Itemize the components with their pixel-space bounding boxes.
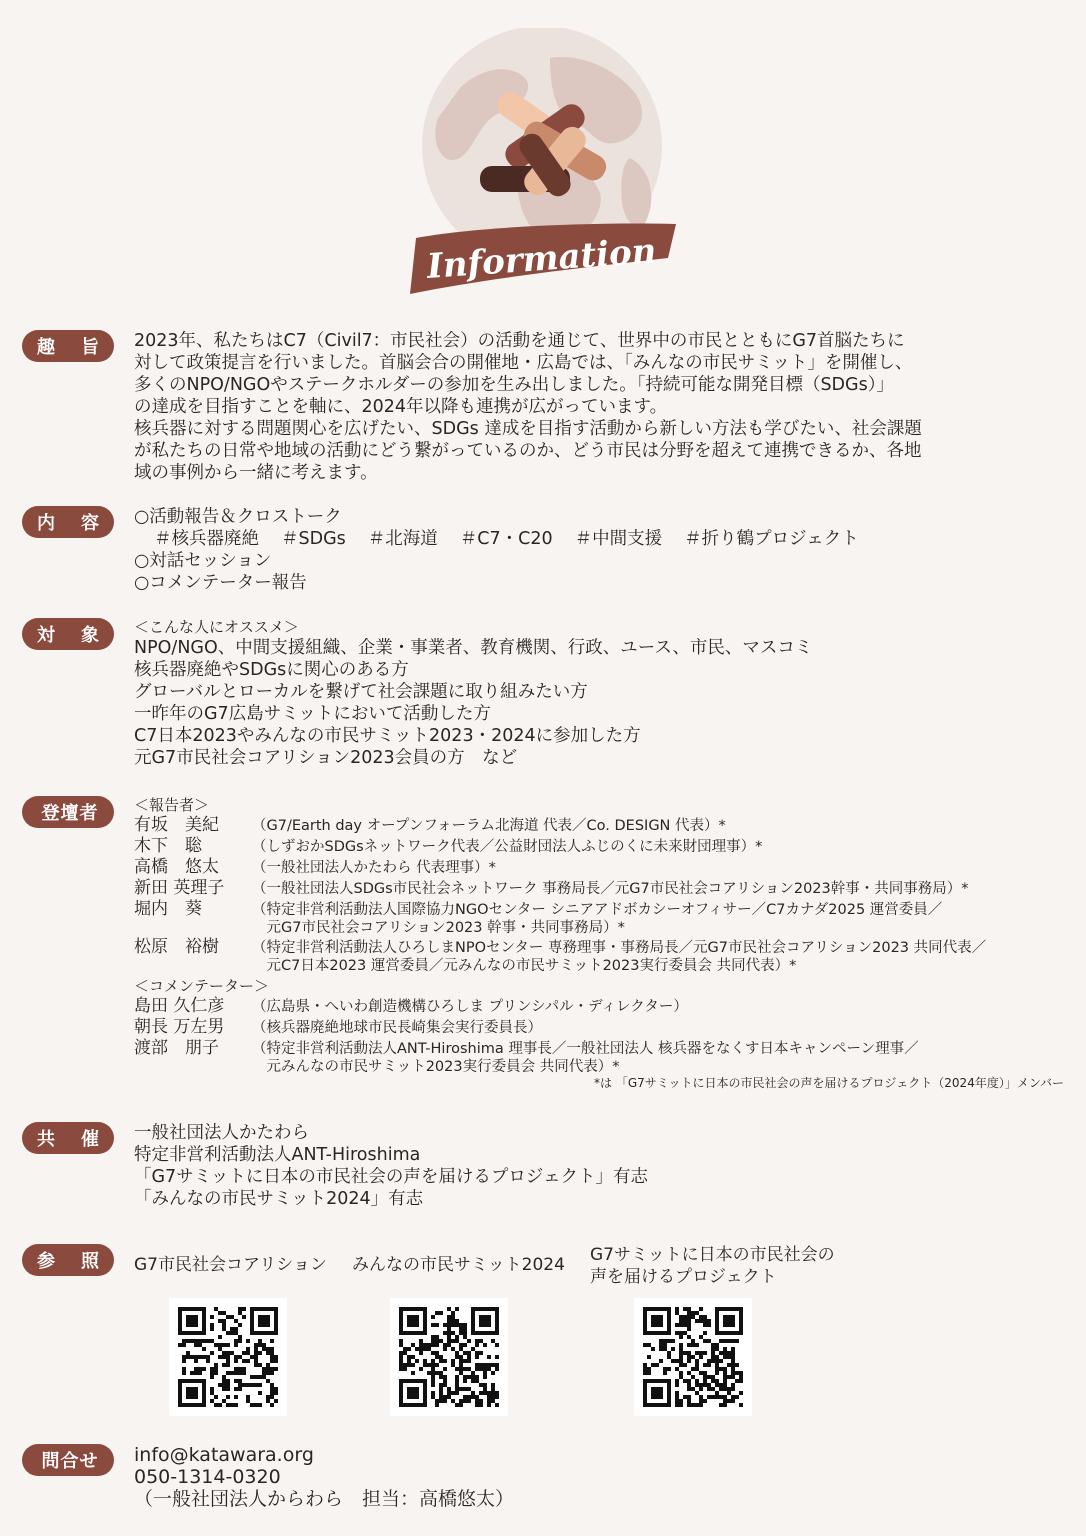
qr-code-coalition[interactable] (169, 1298, 287, 1416)
speaker-row (134, 1038, 1072, 1076)
speaker-row (134, 937, 1072, 975)
cohost-line: 一般社団法人かたわら (134, 1123, 309, 1143)
speaker-role-line: （特定非営利活動法人ひろしまNPOセンター 専務理事・事務局長／元G7市民社会コアリション2023 共同代表／ (252, 940, 987, 956)
target-line: グローバルとローカルを繋げて社会課題に取り組みたい方 (134, 682, 588, 702)
speaker-role (252, 899, 942, 937)
commentators-label: ＜コメンテーター＞ (134, 977, 270, 995)
content-item-dialogue: ○対話セッション (134, 551, 272, 571)
speaker-role (252, 1038, 919, 1076)
speaker-name: 渡部 朋子 (134, 1038, 219, 1058)
speakers-label: 登壇者 (22, 796, 114, 828)
speaker-role-line: （特定非営利活動法人ANT-Hiroshima 理事長／一般社団法人 核兵器をなくす日本キャンペーン理事／ (252, 1041, 919, 1057)
contact-note: （一般社団法人からわら 担当：高橋悠太） (134, 1488, 515, 1510)
speaker-row (134, 1017, 1072, 1038)
contact-body (134, 1444, 1072, 1510)
cohost-body (134, 1122, 1072, 1210)
purpose-line: 2023年、私たちはC7（Civil7：市民社会）の活動を通じて、世界中の市民とともにG7首脳たちに (134, 331, 905, 351)
content-tag: ＃C7・C20 (459, 529, 553, 549)
content-label: 内 容 (22, 506, 114, 538)
purpose-line: 核兵器に対する問題関心を広げたい、SDGs 達成を目指す活動から新しい方法も学びたい、社会課題 (134, 419, 922, 439)
speaker-row (134, 857, 1072, 878)
speakers-body (134, 796, 1072, 1090)
target-sub: ＜こんな人にオススメ＞ (134, 618, 299, 636)
speaker-name: 島田 久仁彦 (134, 996, 225, 1016)
speaker-role (252, 878, 969, 898)
hero-illustration (400, 28, 690, 308)
cohost-line: 特定非営利活動法人ANT-Hiroshima (134, 1145, 421, 1165)
speakers-footnote: *は 「G7サミットに日本の市民社会の声を届けるプロジェクト（2024年度）」メンバー (594, 1076, 1064, 1090)
speaker-role-line: （広島県・へいわ創造機構ひろしま プリンシパル・ディレクター） (252, 999, 688, 1015)
target-line: C7日本2023やみんなの市民サミット2023・2024に参加した方 (134, 726, 641, 746)
qr-code-project[interactable] (634, 1298, 752, 1416)
purpose-line: が私たちの日常や地域の活動にどう繋がっているのか、どう市民は分野を超えて連携できるか、各地 (134, 441, 922, 461)
reference-body (134, 1244, 1072, 1424)
content-tag: ＃北海道 (367, 529, 438, 549)
speaker-role-line: 元G7市民社会コアリション2023 幹事・共同事務局）* (252, 920, 625, 936)
content-tags (134, 528, 1072, 550)
speaker-role-line: 元C7日本2023 運営委員／元みんなの市民サミット2023実行委員会 共同代表）* (252, 958, 797, 974)
content-tag: ＃折り鶴プロジェクト (684, 529, 859, 549)
reference-item-project[interactable] (590, 1244, 835, 1288)
target-line: 元G7市民社会コアリション2023会員の方 など (134, 748, 518, 768)
speaker-role (252, 836, 762, 856)
speaker-role (252, 1017, 542, 1037)
target-line: NPO/NGO、中間支援組織、企業・事業者、教育機関、行政、ユース、市民、マスコミ (134, 638, 813, 658)
speaker-role (252, 815, 726, 835)
target-label: 対 象 (22, 618, 114, 650)
purpose-label: 趣 旨 (22, 330, 114, 362)
content-tag: ＃SDGs (281, 529, 346, 549)
content-tag: ＃核兵器廃絶 (154, 529, 259, 549)
reference-title: みんなの市民サミット2024 (352, 1255, 565, 1275)
reference-label: 参 照 (22, 1244, 114, 1276)
cohost-line: 「みんなの市民サミット2024」有志 (134, 1189, 424, 1209)
contact-email[interactable]: info@katawara.org (134, 1444, 314, 1466)
reference-item-coalition[interactable] (134, 1254, 327, 1276)
purpose-line: の達成を目指すことを軸に、2024年以降も連携が広がっています。 (134, 397, 668, 417)
reporters-label: ＜報告者＞ (134, 796, 210, 814)
cohost-line: 「G7サミットに日本の市民社会の声を届けるプロジェクト」有志 (134, 1167, 648, 1187)
cohost-label: 共 催 (22, 1122, 114, 1154)
speaker-role-line: （特定非営利活動法人国際協力NGOセンター シニアアドボカシーオフィサー／C7カナダ2025 運営委員／ (252, 902, 943, 918)
contact-phone[interactable]: 050-1314-0320 (134, 1466, 281, 1488)
speaker-row (134, 899, 1072, 937)
reference-title: G7市民社会コアリション (134, 1255, 327, 1275)
speaker-role-line: （しずおかSDGsネットワーク代表／公益財団法人ふじのくに未来財団理事）* (252, 839, 763, 855)
speaker-name: 有坂 美紀 (134, 815, 219, 835)
speaker-role-line: （一般社団法人かたわら 代表理事）* (252, 860, 496, 876)
speaker-role (252, 937, 986, 975)
speaker-name: 松原 裕樹 (134, 937, 219, 957)
purpose-body (134, 330, 1072, 484)
content-item-crosstalk: ○活動報告＆クロストーク (134, 507, 342, 527)
speaker-role-line: （G7/Earth day オープンフォーラム北海道 代表／Co. DESIGN 代表）* (252, 818, 726, 834)
speaker-row (134, 996, 1072, 1017)
speaker-row (134, 878, 1072, 899)
speaker-role-line: 元みんなの市民サミット2023実行委員会 共同代表）* (252, 1059, 620, 1075)
speaker-role (252, 857, 496, 877)
speaker-name: 新田 英理子 (134, 878, 225, 898)
speaker-name: 高橋 悠太 (134, 857, 219, 877)
purpose-line: 域の事例から一緒に考えます。 (134, 463, 378, 483)
speaker-role (252, 996, 688, 1016)
reference-title: G7サミットに日本の市民社会の (590, 1245, 835, 1265)
speaker-row (134, 836, 1072, 857)
speaker-name: 堀内 葵 (134, 899, 202, 919)
content-body (134, 506, 1072, 594)
speaker-role-line: （核兵器廃絶地球市民長崎集会実行委員長） (252, 1020, 542, 1036)
purpose-line: 多くのNPO/NGOやステークホルダーの参加を生み出しました。「持続可能な開発目標（SDGs）」 (134, 375, 894, 395)
content-item-commentator: ○コメンテーター報告 (134, 573, 307, 593)
speaker-name: 朝長 万左男 (134, 1017, 225, 1037)
target-body (134, 618, 1072, 769)
speaker-row (134, 815, 1072, 836)
reference-section (22, 1244, 1072, 1424)
purpose-line: 対して政策提言を行いました。首脳会合の開催地・広島では、「みんなの市民サミット」を開催し、 (134, 353, 913, 373)
speaker-role-line: （一般社団法人SDGs市民社会ネットワーク 事務局長／元G7市民社会コアリション2023幹事・共同事務局）* (252, 881, 969, 897)
target-line: 核兵器廃絶やSDGsに関心のある方 (134, 660, 409, 680)
reference-item-summit[interactable] (352, 1254, 565, 1276)
reference-title: 声を届けるプロジェクト (590, 1267, 777, 1287)
target-line: 一昨年のG7広島サミットにおいて活動した方 (134, 704, 491, 724)
contact-label: 問合せ (22, 1444, 114, 1476)
qr-code-summit[interactable] (390, 1298, 508, 1416)
banner-text: Information (425, 231, 658, 287)
content-tag: ＃中間支援 (574, 529, 663, 549)
speaker-name: 木下 聡 (134, 836, 202, 856)
